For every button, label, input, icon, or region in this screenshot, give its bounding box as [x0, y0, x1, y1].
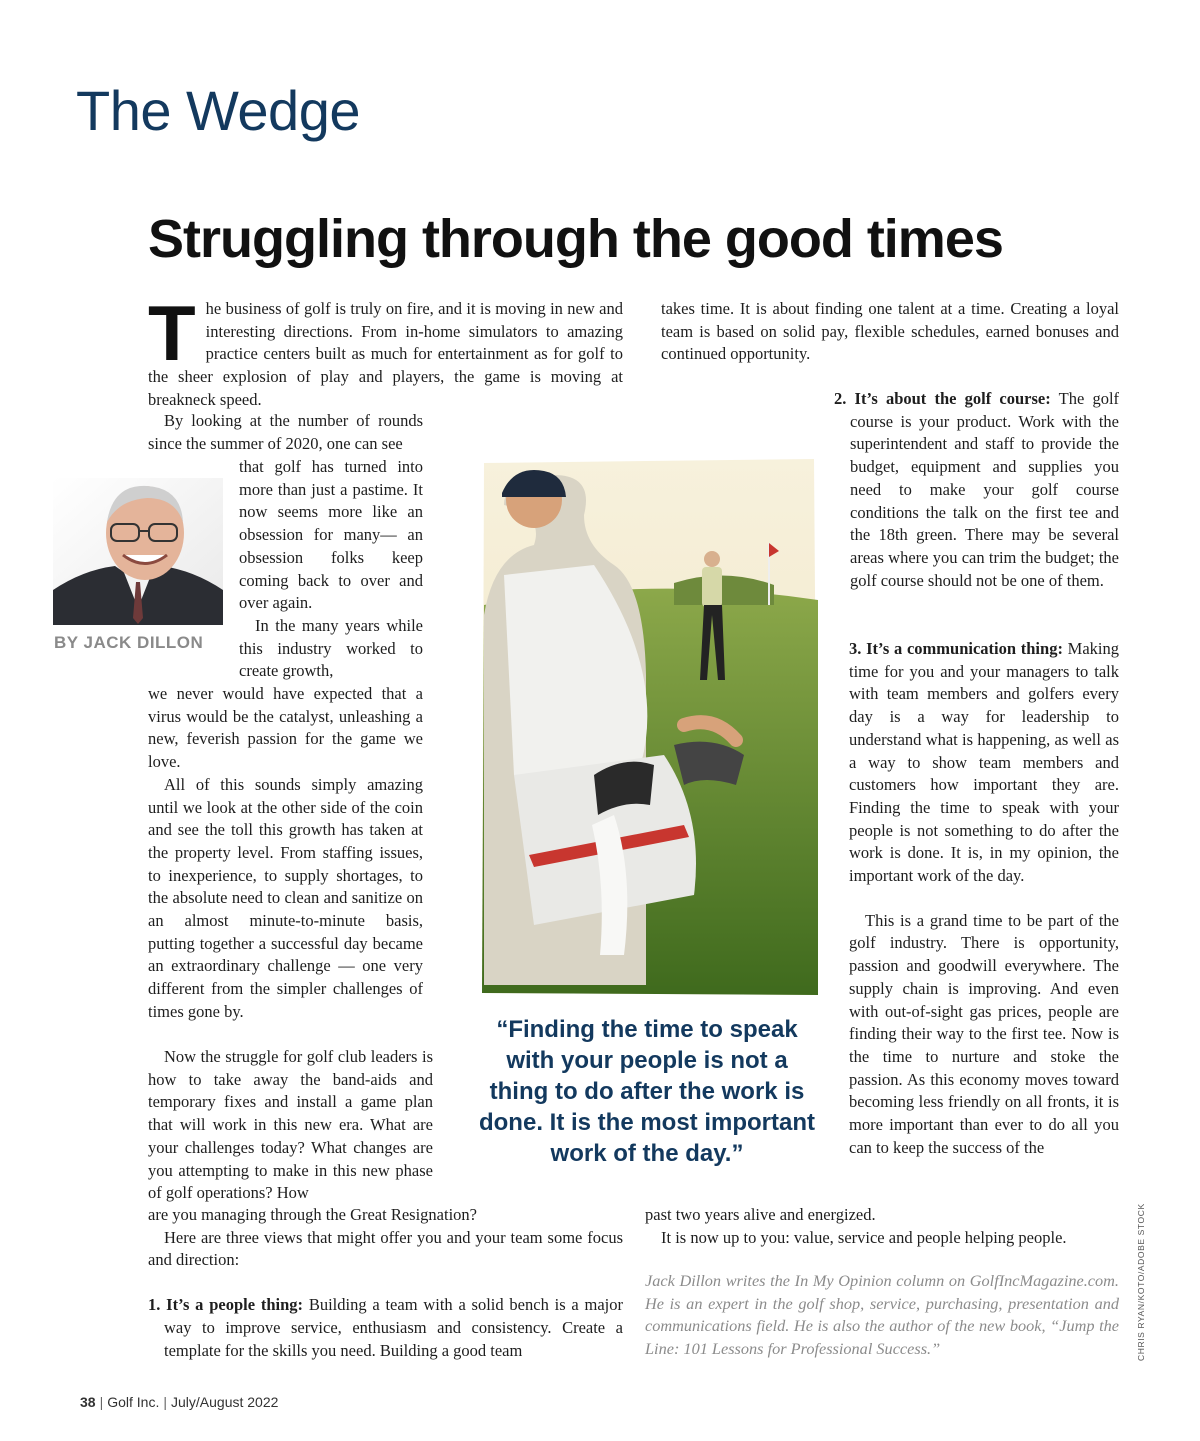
- list-item-text: Building a team with a solid bench is a major way to improve service, enthusiasm and consistency. Create a template for the skills you need. Building a good team: [164, 1295, 624, 1360]
- article-col1-narrow-b: [148, 683, 423, 1024]
- section-title: The Wedge: [76, 79, 360, 142]
- intro-paragraph: [148, 289, 623, 412]
- list-item-label: 1. It’s a people thing:: [148, 1295, 304, 1315]
- footer-separator: |: [99, 1394, 104, 1410]
- footer-separator: |: [163, 1394, 167, 1410]
- paragraph: Here are three views that might offer you and your team some focus and direction:: [148, 1227, 623, 1270]
- intro-text: he business of golf is truly on fire, and it is moving in new and interesting directions. From in-home simulators to amazing practice centers built as much for entertainment as for golf to the sheer explosion of play and players, the game is moving at breakneck speed.: [148, 299, 623, 409]
- byline: BY JACK DILLON: [54, 633, 204, 652]
- golf-course-illustration: [474, 455, 822, 1000]
- article-intro: [148, 289, 623, 412]
- list-item-label: 2. It’s about the golf course:: [834, 389, 1051, 408]
- page-number: 38: [80, 1394, 96, 1410]
- paragraph: By looking at the number of rounds since the summer of 2020, one can see: [148, 411, 423, 453]
- paragraph: In the many years while this industry worked to create growth,: [239, 615, 423, 681]
- final-paragraph: It is now up to you: value, service and people helping people.: [661, 1227, 1067, 1247]
- pull-quote: “Finding the time to speak with your people is not a thing to do after the work is done. It is the most important work of the day.”: [478, 1016, 815, 1167]
- article-col2-narrow: [834, 388, 1119, 592]
- article-col1-narrow-c: [148, 1046, 433, 1205]
- author-bio: Jack Dillon writes the In My Opinion column on GolfIncMagazine.com. He is an expert in the golf shop, service, purchasing, presentation and communications field. He is also the author of the new book, “Jump the Line: 101 Lessons for Professional Success.”: [645, 1271, 1119, 1359]
- list-item-text: The golf course is your product. Work with the superintendent and staff to provide the budget, equipment and supplies you need to make your golf course conditions the talk on the first tee and the 18th green. There may be several areas where you can trim the budget; the golf course should not be one of them.: [850, 389, 1120, 590]
- article-col1-narrow-a: [148, 410, 423, 455]
- list-item-1: [148, 1294, 623, 1362]
- headline: Struggling through the good times: [148, 209, 1003, 269]
- paragraph: All of this sounds simply amazing until we look at the other side of the coin and see the toll this growth has taken at the property level. From staffing issues, to inexperience, to supply shortages, to the absolute need to clean and sanitize on an almost minute-to-minute basis, putting together a successful day became an extraordinary challenge — one very different from the simpler challenges of times gone by.: [148, 774, 423, 1021]
- paragraph: Now the struggle for golf club leaders is how to take away the band-aids and temporary fixes and install a game plan that will work in this new era. What are your challenges today? What changes are you attempting to make in this new phase of golf operations? How: [148, 1047, 433, 1203]
- closing-paragraph: This is a grand time to be part of the golf industry. There is opportunity, passion and goodwill everywhere. The supply chain is improving. And even with out-of-sight gas prices, people are finding their way to the first tee. Now is the time to nurture and stoke the passion. As this economy moves toward becoming less friendly on all fronts, it is more important than ever to do all you can to keep the success of the: [849, 910, 1119, 1157]
- article-col2-top: [661, 298, 1119, 366]
- paragraph: takes time. It is about finding one talent at a time. Creating a loyal team is based on solid pay, flexible schedules, earned bonuses and continued opportunity.: [661, 299, 1119, 364]
- article-col2-item3: [849, 638, 1119, 1159]
- paragraph: we never would have expected that a virus would be the catalyst, unleashing a new, feverish passion for the game we love.: [148, 684, 423, 772]
- page-footer: [80, 1394, 278, 1410]
- author-portrait-illustration: [53, 478, 223, 625]
- photo-credit: CHRIS RYAN/KOTO/ADOBE STOCK: [1136, 1203, 1146, 1361]
- issue-date: July/August 2022: [171, 1394, 279, 1410]
- author-photo: [53, 478, 223, 625]
- paragraph: are you managing through the Great Resignation?: [148, 1205, 477, 1224]
- list-item-label: 3. It’s a communication thing:: [849, 639, 1063, 658]
- article-col1-photo-wrap: [239, 456, 423, 683]
- article-col1-bottom: [148, 1204, 623, 1362]
- feature-photo: [474, 455, 822, 1000]
- list-item-3: [849, 638, 1119, 888]
- list-item-2: [834, 388, 1119, 592]
- paragraph: that golf has turned into more than just a pastime. It now seems more like an obsession for many— an obsession folks keep coming back to over and over again.: [239, 457, 423, 613]
- publication-name: Golf Inc.: [107, 1394, 160, 1410]
- drop-cap: T: [148, 289, 196, 377]
- paragraph: past two years alive and energized.: [645, 1205, 876, 1224]
- list-item-text: Making time for you and your managers to talk with team members and golfers every day is a way for leadership to understand what is happening, as well as a way to show team members and customers how important they are. Finding the time to speak with your people is not something to do after the work is done. It is, in my opinion, the important work of the day.: [849, 639, 1119, 886]
- article-col2-bottom: [645, 1204, 1119, 1249]
